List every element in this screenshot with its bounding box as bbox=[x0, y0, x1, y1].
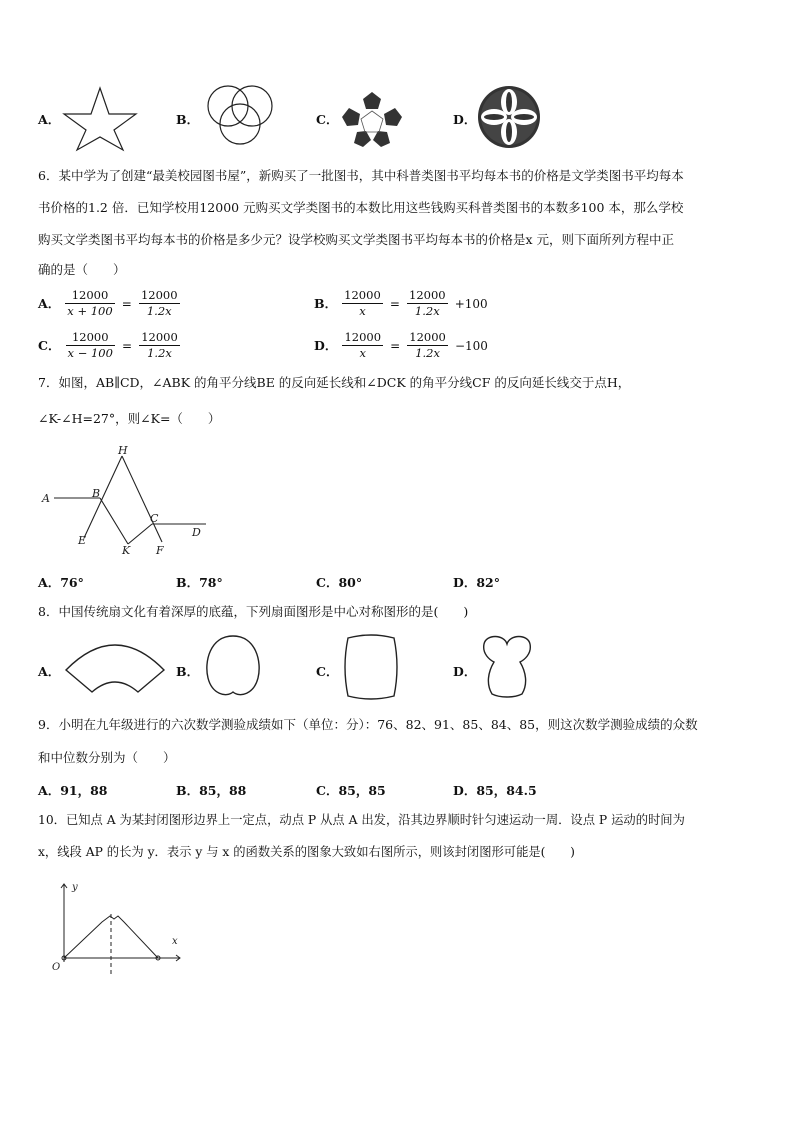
q7-option-c: C．80° bbox=[316, 575, 363, 590]
cross-fan-figure bbox=[476, 632, 538, 702]
q6-text-line1: 6．某中学为了创建“最美校园图书屋”，新购买了一批图书，其中科普类图书平均每本书的价格是文学类图书平均每本 bbox=[38, 168, 684, 183]
q8-text-line1: 8．中国传统扇文化有着深厚的底蕴，下列扇面图形是中心对称图形的是( ) bbox=[38, 604, 469, 619]
label-K: K bbox=[122, 544, 131, 557]
q7-option-d: D．82° bbox=[453, 575, 500, 590]
q8-option-c-label: C． bbox=[316, 664, 339, 679]
q10-function-graph bbox=[44, 878, 190, 974]
petal-circle-figure bbox=[476, 84, 542, 150]
label-D: D bbox=[192, 526, 201, 539]
q10-text-line1: 10．已知点 A 为某封闭图形边界上一定点，动点 P 从点 A 出发，沿其边界顺时针匀速运动一周．设点 P 运动的时间为 bbox=[38, 813, 685, 827]
q6-text-line3: 购买文学类图书平均每本书的价格是多少元？设学校购买文学类图书平均每本书的价格是x 元，则下面所列方程中正 bbox=[38, 232, 675, 247]
q6-text-line2: 书价格的1.2 倍．已知学校用12000 元购买文学类图书的本数比用这些钱购买科普类图书的本数多100 本，那么学校 bbox=[38, 200, 684, 215]
label-F: F bbox=[156, 544, 164, 557]
fan-shape-figure bbox=[62, 636, 168, 698]
q9-option-a: A．91，88 bbox=[38, 783, 108, 798]
graph-y-label: y bbox=[72, 882, 78, 893]
q6-option-d: D． $\frac{12000}{x}$ = $\frac{12000}{1.2x}$ −100 bbox=[314, 330, 488, 360]
q6-option-b: B． $\frac{12000}{x}$ = $\frac{12000}{1.2x}$ +100 bbox=[314, 288, 488, 318]
round-fan-figure bbox=[202, 632, 264, 702]
three-circles-figure bbox=[200, 84, 282, 148]
q6-text-line4: 确的是（ ） bbox=[38, 262, 126, 277]
label-H: H bbox=[118, 444, 128, 457]
graph-origin-label: O bbox=[52, 962, 61, 973]
q7-text-line1: 7．如图，AB∥CD，∠ABK 的角平分线BE 的反向延长线和∠DCK 的角平分线CF 的反向延长线交于点H， bbox=[38, 375, 631, 390]
q9-text-line2: 和中位数分别为（ ） bbox=[38, 750, 176, 765]
pentagons-figure bbox=[340, 90, 404, 148]
q7-option-b: B．78° bbox=[176, 575, 223, 590]
q8-option-a-label: A． bbox=[38, 664, 61, 679]
label-C: C bbox=[150, 512, 159, 525]
q9-text-line1: 9．小明在九年级进行的六次数学测验成绩如下（单位：分）：76、82、91、85、84、85，则这次数学测验成绩的众数 bbox=[38, 717, 698, 732]
label-B: B bbox=[92, 487, 101, 500]
q7-geometry-diagram bbox=[38, 440, 218, 562]
q7-text-line2: ∠K-∠H=27°，则∠K=（ ） bbox=[38, 411, 221, 426]
star-figure bbox=[62, 84, 138, 152]
q9-option-d: D．85，84.5 bbox=[453, 783, 537, 798]
q5-option-d-label: D． bbox=[453, 112, 477, 127]
q8-option-b-label: B． bbox=[176, 664, 200, 679]
q8-option-d-label: D． bbox=[453, 664, 477, 679]
q10-text-line2: x，线段 AP 的长为 y．表示 y 与 x 的函数关系的图象大致如右图所示，则该封闭图形可能是( ) bbox=[38, 845, 575, 859]
q9-option-b: B．85，88 bbox=[176, 783, 247, 798]
q5-option-c-label: C． bbox=[316, 112, 339, 127]
label-E: E bbox=[78, 534, 87, 547]
q9-option-c: C．85，85 bbox=[316, 783, 386, 798]
square-fan-figure bbox=[340, 632, 402, 702]
graph-x-label: x bbox=[172, 936, 178, 947]
q7-option-a: A．76° bbox=[38, 575, 84, 590]
label-A: A bbox=[42, 492, 50, 505]
q5-option-b-label: B． bbox=[176, 112, 200, 127]
q6-option-c: C． $\frac{12000}{x - 100}$ = $\frac{12000}{1.2x}$ bbox=[38, 330, 178, 360]
q5-option-a-label: A． bbox=[38, 112, 61, 127]
q6-option-a: A． $\frac{12000}{x + 100}$ = $\frac{12000}{1.2x}$ bbox=[38, 288, 178, 318]
